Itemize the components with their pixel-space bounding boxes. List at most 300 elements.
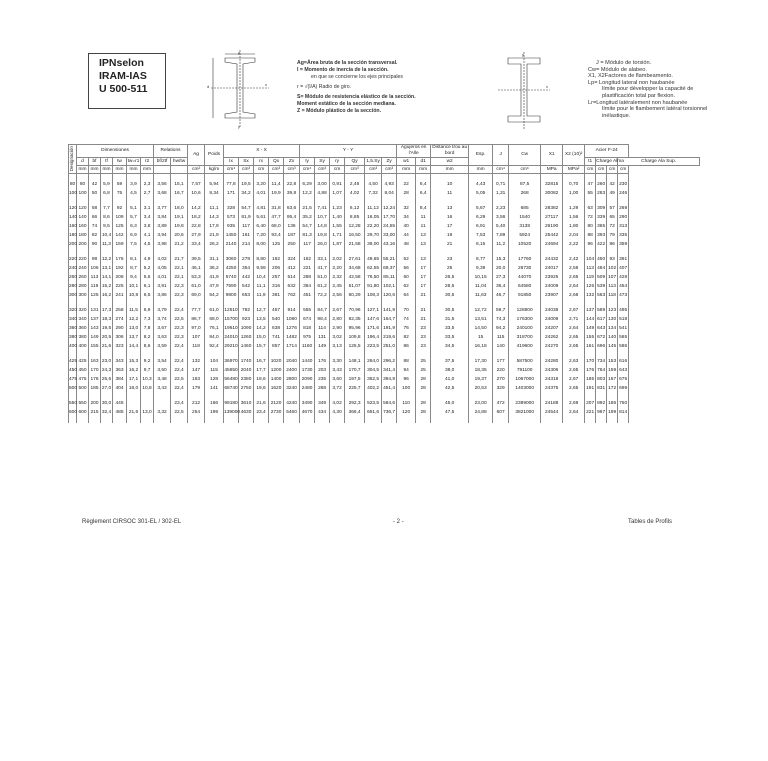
table-cell-qx: 31,8 bbox=[269, 204, 284, 213]
sub-header: d1 bbox=[416, 158, 431, 166]
table-cell-esp: 16,18 bbox=[469, 342, 493, 351]
table-cell-zx: 762 bbox=[284, 291, 300, 300]
table-cell-ag: 7,57 bbox=[188, 180, 205, 189]
table-cell-tw: 241 bbox=[113, 291, 127, 300]
table-cell-des: 120 bbox=[69, 204, 77, 213]
table-cell-x1: 25442 bbox=[541, 231, 563, 240]
table-cell-lp2: 199 bbox=[607, 408, 618, 417]
table-cell-tf: 16,2 bbox=[101, 291, 113, 300]
table-cell-qx: 381 bbox=[269, 291, 284, 300]
table-cell-lr: 617 bbox=[596, 315, 607, 324]
relations-header: Relations bbox=[154, 145, 188, 158]
table-cell-rx: 11,1 bbox=[254, 282, 269, 291]
table-cell-bf: 155 bbox=[89, 342, 101, 351]
table-cell-lp2: 130 bbox=[607, 315, 618, 324]
table-cell-lr: 365 bbox=[596, 222, 607, 231]
table-cell-sx: 81,9 bbox=[239, 213, 254, 222]
table-cell-rel1: 3,74 bbox=[154, 315, 171, 324]
table-cell-r1: 13,7 bbox=[127, 333, 141, 342]
table-cell-lr2: 473 bbox=[618, 291, 629, 300]
table-cell-des: 340 bbox=[69, 315, 77, 324]
table-cell-w1: 70 bbox=[397, 306, 416, 315]
table-cell-ry: 3,60 bbox=[330, 375, 345, 384]
table-cell-lr2: 750 bbox=[618, 399, 629, 408]
table-cell-ry: 2,90 bbox=[330, 324, 345, 333]
table-cell-des: 450 bbox=[69, 366, 77, 375]
table-cell-ry: 1,40 bbox=[330, 213, 345, 222]
table-cell-qx: 857 bbox=[269, 342, 284, 351]
table-cell-rel2: 22,5 bbox=[171, 315, 188, 324]
sub-header: Qy bbox=[345, 158, 365, 166]
table-cell-rel1: 3,56 bbox=[154, 180, 171, 189]
table-cell-ix: 1450 bbox=[224, 231, 239, 240]
table-cell-qy: 170,7 bbox=[345, 366, 365, 375]
table-cell-ix: 139000 bbox=[224, 408, 239, 417]
legend-line: en que se concierne los ejes principales bbox=[311, 74, 403, 80]
table-cell-x1: 32815 bbox=[541, 180, 563, 189]
table-cell-sy: 98,4 bbox=[315, 315, 330, 324]
table-cell-d1: 28 bbox=[416, 399, 431, 408]
table-cell-x1: 24038 bbox=[541, 306, 563, 315]
table-cell-sx: 923 bbox=[239, 315, 254, 324]
table-cell-qx: 19,9 bbox=[269, 189, 284, 198]
table-cell-lp: 126 bbox=[585, 282, 596, 291]
table-cell-sx: 653 bbox=[239, 291, 254, 300]
table-cell-w2: 21 bbox=[431, 240, 469, 249]
fig2-label-y: y bbox=[522, 52, 524, 57]
table-cell-rx: 23,4 bbox=[254, 408, 269, 417]
table-cell-x2: 2,63 bbox=[563, 357, 585, 366]
table-cell-sy: 19,8 bbox=[315, 231, 330, 240]
table-cell-bf: 50 bbox=[89, 189, 101, 198]
table-cell-des: 475 bbox=[69, 375, 77, 384]
sub-header: bf/2tf bbox=[154, 158, 171, 166]
spacer-cell bbox=[563, 417, 585, 423]
table-cell-lr: 696 bbox=[596, 342, 607, 351]
table-cell-sy: 61,2 bbox=[315, 282, 330, 291]
table-cell-iy: 2090 bbox=[300, 375, 315, 384]
table-cell-lp2: 79 bbox=[607, 231, 618, 240]
table-cell-tf: 23,0 bbox=[101, 357, 113, 366]
table-cell-zx: 2040 bbox=[284, 357, 300, 366]
table-cell-sy15: 29,70 bbox=[365, 231, 382, 240]
table-cell-x2: 2,67 bbox=[563, 375, 585, 384]
table-cell-bf: 119 bbox=[89, 282, 101, 291]
table-cell-r2: 4,9 bbox=[141, 255, 154, 264]
table-cell-lr: 672 bbox=[596, 333, 607, 342]
table-cell-sx: 161 bbox=[239, 231, 254, 240]
table-cell-r1: 10,8 bbox=[127, 291, 141, 300]
table-cell-cw: 44070 bbox=[509, 273, 541, 282]
table-cell-lr: 450 bbox=[596, 255, 607, 264]
table-cell-rel1: 3,84 bbox=[154, 213, 171, 222]
table-cell-w1: 100 bbox=[397, 384, 416, 393]
table-cell-lp: 144 bbox=[585, 315, 596, 324]
table-cell-qx: 1400 bbox=[269, 375, 284, 384]
spacer-cell bbox=[101, 417, 113, 423]
table-cell-r2: 6,5 bbox=[141, 291, 154, 300]
x1-header: X1 bbox=[541, 145, 563, 166]
table-cell-ix: 68740 bbox=[224, 384, 239, 393]
table-cell-lp2: 86 bbox=[607, 240, 618, 249]
table-cell-j: 1,31 bbox=[493, 189, 509, 198]
table-cell-j: 7,89 bbox=[493, 231, 509, 240]
spacer-cell bbox=[188, 417, 205, 423]
table-cell-rel2: 22,3 bbox=[171, 324, 188, 333]
table-cell-poids: 61,0 bbox=[205, 306, 224, 315]
unit-cell bbox=[171, 166, 188, 174]
spacer-cell bbox=[154, 417, 171, 423]
table-cell-zy: 85,11 bbox=[382, 273, 397, 282]
table-cell-des: 380 bbox=[69, 333, 77, 342]
table-cell-rel2: 18,0 bbox=[171, 204, 188, 213]
sub-header: Qx bbox=[269, 158, 284, 166]
table-cell-sy15: 108,3 bbox=[365, 291, 382, 300]
unit-cell: cm⁶ bbox=[509, 166, 541, 174]
table-cell-sy: 176 bbox=[315, 357, 330, 366]
table-cell-poids: 128 bbox=[205, 375, 224, 384]
table-cell-ry: 1,71 bbox=[330, 231, 345, 240]
table-row bbox=[69, 282, 700, 291]
table-cell-w1: 94 bbox=[397, 366, 416, 375]
table-cell-j: 115 bbox=[493, 333, 509, 342]
table-cell-ry: 1,55 bbox=[330, 222, 345, 231]
table-cell-rx: 3,20 bbox=[254, 180, 269, 189]
table-cell-qx: 68,0 bbox=[269, 222, 284, 231]
table-cell-zy: 191,9 bbox=[382, 324, 397, 333]
legend2-line: Lp= Longitud lateral non haubanée bbox=[588, 79, 675, 86]
table-cell-rel1: 3,67 bbox=[154, 324, 171, 333]
table-cell-r1: 13,0 bbox=[127, 324, 141, 333]
table-cell-cw: 318700 bbox=[509, 333, 541, 342]
table-cell-j: 270 bbox=[493, 375, 509, 384]
table-cell-lp2: 65 bbox=[607, 213, 618, 222]
table-cell-j: 140 bbox=[493, 342, 509, 351]
table-cell-sy15: 223,5 bbox=[365, 342, 382, 351]
table-cell-tf: 15,2 bbox=[101, 282, 113, 291]
table-cell-zy: 69,37 bbox=[382, 264, 397, 273]
table-cell-bf: 215 bbox=[89, 408, 101, 417]
table-cell-ry: 3,72 bbox=[330, 384, 345, 393]
table-cell-des: 600 bbox=[69, 408, 77, 417]
table-cell-w2: 10 bbox=[431, 180, 469, 189]
table-cell-sx: 3610 bbox=[239, 399, 254, 408]
table-cell-j: 36,4 bbox=[493, 282, 509, 291]
sub-header: r2 bbox=[141, 158, 154, 166]
table-cell-w2: 37,5 bbox=[431, 357, 469, 366]
table-cell-ry: 2,02 bbox=[330, 255, 345, 264]
table-cell-rel1: 3,48 bbox=[154, 375, 171, 384]
table-cell-w1: 110 bbox=[397, 399, 416, 408]
table-cell-j: 5,40 bbox=[493, 222, 509, 231]
table-cell-tf: 7,7 bbox=[101, 204, 113, 213]
table-cell-cw: 1540 bbox=[509, 213, 541, 222]
table-cell-x2: 2,65 bbox=[563, 342, 585, 351]
table-cell-qx: 1020 bbox=[269, 357, 284, 366]
ipn-section-figure bbox=[205, 48, 275, 130]
table-cell-lr2: 699 bbox=[618, 384, 629, 393]
table-cell-zx: 63,6 bbox=[284, 204, 300, 213]
spacer-cell bbox=[284, 417, 300, 423]
unit-cell: mm bbox=[102, 166, 111, 172]
table-cell-r1: 17,1 bbox=[127, 375, 141, 384]
table-cell-w1: 34 bbox=[397, 213, 416, 222]
table-cell-lr2: 407 bbox=[618, 264, 629, 273]
table-cell-d: 450 bbox=[77, 366, 89, 375]
table-cell-iy: 3490 bbox=[300, 399, 315, 408]
table-cell-rx: 16,7 bbox=[254, 357, 269, 366]
table-cell-tw: 92 bbox=[113, 204, 127, 213]
table-cell-x2: 2,04 bbox=[563, 231, 585, 240]
unit-cell: cm³ bbox=[239, 166, 254, 174]
table-cell-qx: 1620 bbox=[269, 384, 284, 393]
table-cell-x2: 2,22 bbox=[563, 240, 585, 249]
table-cell-x1: 24262 bbox=[541, 333, 563, 342]
table-cell-lr2: 541 bbox=[618, 324, 629, 333]
table-cell-r1: 5,1 bbox=[127, 204, 141, 213]
table-cell-sx: 442 bbox=[239, 273, 254, 282]
designation-label: Designación bbox=[69, 146, 74, 172]
table-cell-sy: 3,00 bbox=[315, 180, 330, 189]
table-cell-d: 220 bbox=[77, 255, 89, 264]
unit-cell: cm⁴ bbox=[300, 166, 315, 174]
table-cell-j: 59,7 bbox=[493, 306, 509, 315]
table-cell-tf: 18,3 bbox=[101, 315, 113, 324]
table-cell-qx: 741 bbox=[269, 333, 284, 342]
table-cell-ix: 12510 bbox=[224, 306, 239, 315]
table-cell-ry: 4,30 bbox=[330, 408, 345, 417]
table-cell-tf: 25,6 bbox=[101, 375, 113, 384]
table-cell-ix: 24010 bbox=[224, 333, 239, 342]
table-cell-lr2: 335 bbox=[618, 231, 629, 240]
table-cell-lp2: 153 bbox=[607, 357, 618, 366]
table-cell-esp: 6,91 bbox=[469, 222, 493, 231]
table-cell-ix: 3060 bbox=[224, 255, 239, 264]
table-cell-esp: 11,63 bbox=[469, 291, 493, 300]
table-cell-zx: 412 bbox=[284, 264, 300, 273]
sub-header: Zx bbox=[284, 158, 300, 166]
table-cell-tf: 9,5 bbox=[101, 222, 113, 231]
table-cell-w1: 56 bbox=[397, 264, 416, 273]
table-cell-ag: 97,0 bbox=[188, 324, 205, 333]
table-cell-qx: 2120 bbox=[269, 399, 284, 408]
table-row bbox=[69, 306, 700, 315]
table-cell-x2: 1,56 bbox=[563, 213, 585, 222]
table-cell-cw: 791100 bbox=[509, 366, 541, 375]
table-cell-lr2: 428 bbox=[618, 273, 629, 282]
table-cell-rx: 8,80 bbox=[254, 255, 269, 264]
table-cell-zx: 136 bbox=[284, 222, 300, 231]
table-cell-iy: 818 bbox=[300, 324, 315, 333]
table-cell-qy: 225,7 bbox=[345, 384, 365, 393]
table-cell-ag: 77,7 bbox=[188, 306, 205, 315]
table-cell-bf: 58 bbox=[89, 204, 101, 213]
table-cell-rel2: 20,6 bbox=[171, 231, 188, 240]
table-cell-ag: 33,4 bbox=[188, 240, 205, 249]
table-cell-tw: 323 bbox=[113, 342, 127, 351]
table-cell-r1: 10,1 bbox=[127, 282, 141, 291]
table-cell-lr: 803 bbox=[596, 375, 607, 384]
table-cell-x2: 0,70 bbox=[563, 180, 585, 189]
spacer-cell bbox=[596, 417, 607, 423]
table-cell-iy: 2480 bbox=[300, 384, 315, 393]
sub-header: t1 bbox=[585, 158, 596, 166]
table-cell-qy: 21,58 bbox=[345, 240, 365, 249]
table-cell-r1: 8,7 bbox=[127, 264, 141, 273]
table-cell-qy: 2,46 bbox=[345, 180, 365, 189]
table-cell-tw: 109 bbox=[113, 213, 127, 222]
table-cell-ag: 179 bbox=[188, 384, 205, 393]
spacer-cell bbox=[618, 417, 629, 423]
table-cell-tf: 27,0 bbox=[101, 384, 113, 393]
table-cell-lr2: 313 bbox=[618, 222, 629, 231]
table-cell-sx: 117 bbox=[239, 222, 254, 231]
title-line: IPNselon bbox=[99, 57, 144, 69]
table-cell-d1: 17 bbox=[416, 282, 431, 291]
table-cell-qy: 42,58 bbox=[345, 273, 365, 282]
table-cell-r2: 5,2 bbox=[141, 264, 154, 273]
table-cell-esp: 6,29 bbox=[469, 213, 493, 222]
table-cell-cw: 685 bbox=[509, 204, 541, 213]
table-cell-des: 140 bbox=[69, 213, 77, 222]
acier-header: Acier F-24 bbox=[585, 145, 629, 158]
charge-alma-header: Charge Alma bbox=[596, 158, 624, 164]
table-cell-x1: 23925 bbox=[541, 273, 563, 282]
table-cell-j: 94,2 bbox=[493, 324, 509, 333]
table-row bbox=[69, 315, 700, 324]
table-cell-w2: 25 bbox=[431, 264, 469, 273]
dimensions-header: Dimensiones bbox=[77, 145, 154, 158]
table-cell-d1: 28 bbox=[416, 384, 431, 393]
table-cell-lp2: 42 bbox=[607, 180, 618, 189]
table-cell-sx: 1460 bbox=[239, 342, 254, 351]
table-cell-lp2: 113 bbox=[607, 282, 618, 291]
table-cell-cw: 17760 bbox=[509, 255, 541, 264]
table-cell-lp2: 57 bbox=[607, 204, 618, 213]
table-cell-j: 177 bbox=[493, 357, 509, 366]
table-cell-rel1: 3,98 bbox=[154, 240, 171, 249]
table-row bbox=[69, 204, 700, 213]
spacer-cell bbox=[141, 417, 154, 423]
table-cell-w2: 13 bbox=[431, 204, 469, 213]
table-cell-rx: 5,61 bbox=[254, 213, 269, 222]
table-cell-lp: 119 bbox=[585, 273, 596, 282]
table-cell-bf: 125 bbox=[89, 291, 101, 300]
fig-label-y-bottom: y bbox=[238, 124, 240, 129]
table-cell-poids: 11,1 bbox=[205, 204, 224, 213]
table-cell-r2: 10,8 bbox=[141, 384, 154, 393]
table-cell-d: 425 bbox=[77, 357, 89, 366]
table-cell-poids: 199 bbox=[205, 408, 224, 417]
table-cell-lr2: 675 bbox=[618, 375, 629, 384]
legend-line: Moment estático de la sección mediana. bbox=[297, 101, 396, 107]
table-cell-lp2: 134 bbox=[607, 324, 618, 333]
table-cell-sx: 2750 bbox=[239, 384, 254, 393]
sub-header: tf bbox=[101, 158, 113, 166]
table-cell-qx: 2730 bbox=[269, 408, 284, 417]
table-cell-r2: 2,3 bbox=[141, 180, 154, 189]
table-cell-lp2: 186 bbox=[607, 399, 618, 408]
table-cell-zx: 914 bbox=[284, 306, 300, 315]
sub-header: w2 bbox=[431, 158, 469, 166]
table-cell-des: 280 bbox=[69, 282, 77, 291]
table-cell-w1: 48 bbox=[397, 240, 416, 249]
table-cell-sy15: 7,32 bbox=[365, 189, 382, 198]
table-cell-x2: 2,65 bbox=[563, 333, 585, 342]
sub-header: 1,5.Sy bbox=[366, 158, 380, 164]
table-cell-r1: 6,9 bbox=[127, 231, 141, 240]
unit-cell: mm bbox=[416, 166, 431, 174]
table-cell-des: 500 bbox=[69, 384, 77, 393]
table-cell-w2: 17 bbox=[431, 222, 469, 231]
table-cell-d1: 13 bbox=[416, 255, 431, 264]
unit-cell: kg/m bbox=[205, 166, 224, 174]
table-cell-esp: 13,51 bbox=[469, 315, 493, 324]
table-cell-tf: 8,6 bbox=[101, 213, 113, 222]
table-cell-zy: 341,4 bbox=[382, 366, 397, 375]
table-row bbox=[69, 222, 700, 231]
table-cell-poids: 76,1 bbox=[205, 324, 224, 333]
table-cell-cw: 3138 bbox=[509, 222, 541, 231]
table-cell-esp: 24,88 bbox=[469, 408, 493, 417]
table-cell-w1: 22 bbox=[397, 180, 416, 189]
spacer-cell bbox=[416, 417, 431, 423]
table-cell-lp2: 172 bbox=[607, 384, 618, 393]
table-cell-rel1: 3,50 bbox=[154, 366, 171, 375]
table-cell-ry: 1,07 bbox=[330, 189, 345, 198]
table-row bbox=[69, 189, 700, 198]
table-cell-poids: 21,9 bbox=[205, 231, 224, 240]
table-cell-x1: 26190 bbox=[541, 222, 563, 231]
table-cell-iy: 81,3 bbox=[300, 231, 315, 240]
table-cell-rx: 11,9 bbox=[254, 291, 269, 300]
table-cell-j: 220 bbox=[493, 366, 509, 375]
table-cell-x1: 24017 bbox=[541, 264, 563, 273]
table-cell-sy15: 651,6 bbox=[365, 408, 382, 417]
table-cell-poids: 17,9 bbox=[205, 222, 224, 231]
table-cell-qx: 638 bbox=[269, 324, 284, 333]
table-cell-ag: 10,6 bbox=[188, 189, 205, 198]
table-cell-sy: 131 bbox=[315, 333, 330, 342]
table-cell-rx: 9,59 bbox=[254, 264, 269, 273]
table-cell-j: 20,0 bbox=[493, 264, 509, 273]
table-cell-ry: 2,32 bbox=[330, 273, 345, 282]
table-row bbox=[69, 366, 700, 375]
spacer-cell bbox=[269, 417, 284, 423]
table-cell-des: 160 bbox=[69, 222, 77, 231]
table-cell-tw: 343 bbox=[113, 357, 127, 366]
table-cell-rx: 4,01 bbox=[254, 189, 269, 198]
table-cell-lp: 88 bbox=[585, 231, 596, 240]
legend2-line: J = Módulo de torsión. bbox=[596, 60, 652, 66]
table-cell-poids: 54,2 bbox=[205, 291, 224, 300]
table-cell-sx: 1260 bbox=[239, 333, 254, 342]
table-cell-lr: 831 bbox=[596, 384, 607, 393]
table-cell-lp: 155 bbox=[585, 333, 596, 342]
table-cell-d: 380 bbox=[77, 333, 89, 342]
table-cell-zy: 120,6 bbox=[382, 291, 397, 300]
table-cell-sy: 235 bbox=[315, 375, 330, 384]
table-cell-w2: 47,5 bbox=[431, 408, 469, 417]
table-cell-r1: 11,5 bbox=[127, 306, 141, 315]
spacer-cell bbox=[607, 417, 618, 423]
table-cell-tf: 11,3 bbox=[101, 240, 113, 249]
table-cell-d1: 11 bbox=[416, 222, 431, 231]
table-cell-poids: 36,2 bbox=[205, 264, 224, 273]
table-cell-zx: 514 bbox=[284, 273, 300, 282]
table-cell-esp: 10,15 bbox=[469, 273, 493, 282]
table-cell-w2: 16 bbox=[431, 213, 469, 222]
